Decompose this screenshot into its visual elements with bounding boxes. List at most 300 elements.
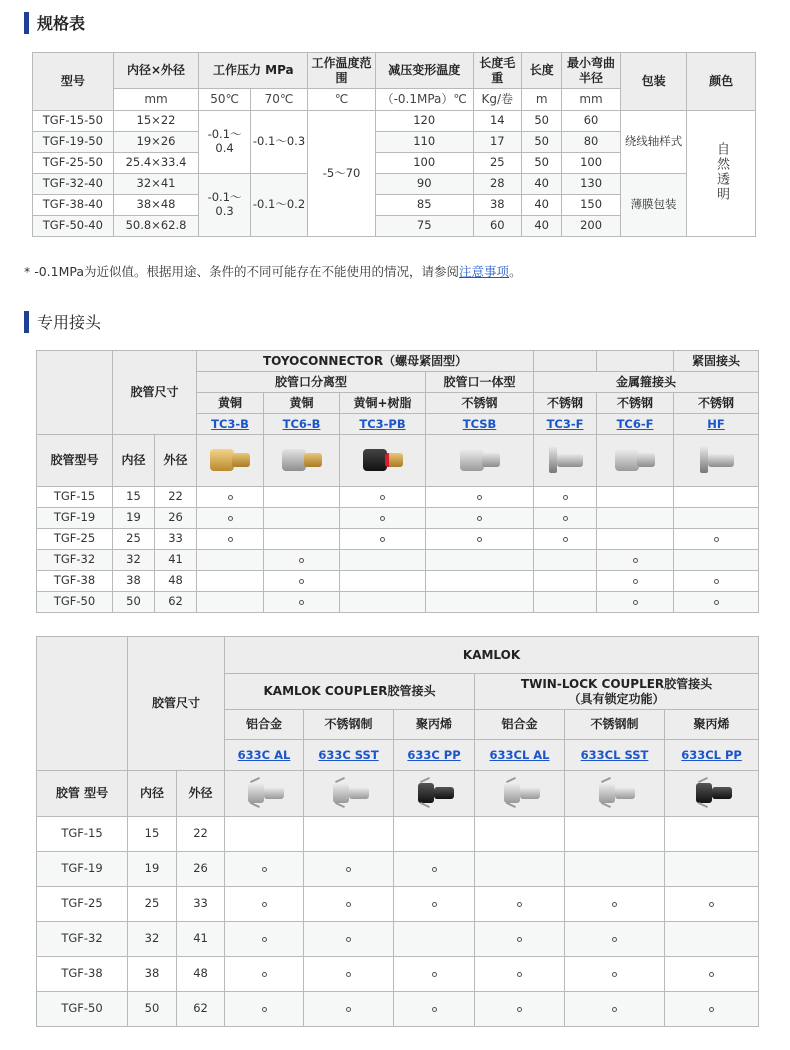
cell-inner-diameter: 19 (113, 508, 155, 529)
cell-outer-diameter: 22 (155, 487, 197, 508)
compatibility-cell (674, 592, 759, 613)
compatibility-cell (340, 592, 426, 613)
compatibility-cell (304, 852, 394, 887)
header-inner-diameter: 内径 (128, 771, 177, 817)
table-row (37, 550, 759, 571)
cell-deform: 90 (375, 174, 473, 195)
footnote (24, 262, 522, 280)
compatibility-cell (426, 508, 534, 529)
cell-color (687, 111, 756, 237)
compatible-mark-icon (563, 537, 568, 542)
product-link-633cl-pp[interactable]: 633CL PP (681, 747, 742, 762)
compatibility-cell (597, 508, 674, 529)
cell-weight: 38 (473, 195, 521, 216)
product-image-633cl-pp[interactable] (665, 771, 759, 817)
compatible-mark-icon (714, 537, 719, 542)
compatibility-cell (475, 992, 565, 1027)
material-label: 铝合金 (475, 710, 565, 740)
cell-temp-range: -5～70 (308, 111, 376, 237)
unit-weight: Kg/卷 (473, 89, 521, 111)
compatibility-cell (674, 550, 759, 571)
compatibility-cell (565, 817, 665, 852)
cell-size: 32×41 (113, 174, 199, 195)
compatible-mark-icon (517, 972, 522, 977)
compatible-mark-icon (228, 516, 233, 521)
compatibility-cell (665, 817, 759, 852)
compatibility-cell (197, 592, 264, 613)
cam-coupler-black-icon (412, 777, 456, 807)
product-link-tc3-f[interactable]: TC3-F (546, 416, 584, 431)
blank-corner (37, 637, 128, 771)
compatible-mark-icon (380, 516, 385, 521)
compatibility-cell (534, 571, 597, 592)
compatibility-cell (475, 922, 565, 957)
cell-hose-model: TGF-15 (37, 487, 113, 508)
cell-hose-model: TGF-32 (37, 550, 113, 571)
footnote-end: 。 (509, 264, 522, 279)
unit-p70: 70℃ (250, 89, 307, 111)
compatible-mark-icon (299, 600, 304, 605)
cell-outer-diameter: 41 (155, 550, 197, 571)
compatible-mark-icon (262, 972, 267, 977)
cell-hose-model: TGF-19 (37, 508, 113, 529)
cell-hose-model: TGF-25 (37, 887, 128, 922)
compatible-mark-icon (612, 902, 617, 907)
compatibility-cell (225, 957, 304, 992)
compatibility-cell (597, 529, 674, 550)
compatibility-cell (304, 887, 394, 922)
ferrule-fitting-icon (543, 444, 587, 474)
unit-id-od: mm (113, 89, 199, 111)
product-image-hf[interactable] (674, 435, 759, 487)
header-bend-radius: 最小弯曲半径 (562, 53, 620, 89)
cell-outer-diameter: 48 (155, 571, 197, 592)
compatibility-cell (394, 852, 475, 887)
product-link-tc3-pb[interactable]: TC3-PB (359, 416, 406, 431)
compatibility-cell (597, 571, 674, 592)
material-label: 不锈钢 (426, 393, 534, 414)
product-link-tc6-f[interactable]: TC6-F (616, 416, 654, 431)
cell-inner-diameter: 50 (128, 992, 177, 1027)
ferrule-fitting-icon (613, 444, 657, 474)
compatibility-cell (225, 887, 304, 922)
header-hose-size: 胶管尺寸 (113, 351, 197, 435)
table-row (37, 487, 759, 508)
compatibility-cell (197, 529, 264, 550)
compatibility-cell (264, 550, 340, 571)
compatible-mark-icon (262, 867, 267, 872)
compatibility-cell (225, 992, 304, 1027)
unit-p50: 50℃ (199, 89, 250, 111)
header-model: 型号 (33, 53, 114, 111)
cell-packaging: 薄膜包装 (620, 174, 687, 237)
compatibility-cell (340, 550, 426, 571)
twin-lock-line1: TWIN-LOCK COUPLER胶管接头 (520, 677, 713, 692)
title-accent-bar (24, 12, 29, 34)
cell-weight: 17 (473, 132, 521, 153)
compatibility-cell (674, 529, 759, 550)
material-label: 黄铜 (197, 393, 264, 414)
cam-coupler-icon (327, 777, 371, 807)
table-row (37, 592, 759, 613)
compatibility-cell (565, 887, 665, 922)
cell-size: 38×48 (113, 195, 199, 216)
cell-model: TGF-38-40 (33, 195, 114, 216)
compatibility-cell (304, 922, 394, 957)
cell-outer-diameter: 62 (177, 992, 225, 1027)
compatible-mark-icon (563, 495, 568, 500)
cell-outer-diameter: 26 (177, 852, 225, 887)
cell-outer-diameter: 22 (177, 817, 225, 852)
material-label: 聚丙烯 (665, 710, 759, 740)
cell-hose-model: TGF-19 (37, 852, 128, 887)
compatible-mark-icon (612, 972, 617, 977)
table-row (37, 817, 759, 852)
product-image-633c-pp[interactable] (394, 771, 475, 817)
cell-hose-model: TGF-38 (37, 571, 113, 592)
compatible-mark-icon (262, 937, 267, 942)
compatibility-cell (597, 592, 674, 613)
header-toyoconnector: TOYOCONNECTOR（螺母紧固型） (197, 351, 534, 372)
compatibility-cell (426, 550, 534, 571)
compatible-mark-icon (477, 516, 482, 521)
header-blank (597, 351, 674, 372)
spec-table (32, 52, 756, 237)
compatibility-cell (426, 571, 534, 592)
twin-lock-line2: （具有锁定功能） (568, 691, 665, 706)
compatible-mark-icon (709, 972, 714, 977)
header-kamlok-coupler: KAMLOK COUPLER胶管接头 (225, 674, 475, 710)
table-row (37, 922, 759, 957)
compatible-mark-icon (262, 902, 267, 907)
section-title-text: 规格表 (37, 14, 86, 33)
compatibility-cell (674, 487, 759, 508)
table-row (37, 571, 759, 592)
header-twin-lock-coupler (475, 674, 759, 710)
compatibility-cell (534, 550, 597, 571)
compatible-mark-icon (299, 558, 304, 563)
cell-deform: 120 (375, 111, 473, 132)
compatibility-cell (340, 508, 426, 529)
section-title-fittings (24, 310, 101, 333)
cell-length: 50 (522, 111, 562, 132)
compatible-mark-icon (563, 516, 568, 521)
compatible-mark-icon (709, 1007, 714, 1012)
compatible-mark-icon (346, 937, 351, 942)
product-link-tc3-b[interactable]: TC3-B (211, 416, 249, 431)
cell-size: 50.8×62.8 (113, 216, 199, 237)
compatibility-cell (264, 592, 340, 613)
cell-inner-diameter: 25 (128, 887, 177, 922)
material-label: 不锈钢 (597, 393, 674, 414)
header-ferrule-fitting: 金属箍接头 (534, 372, 759, 393)
footnote-text: * -0.1MPa为近似值。根据用途、条件的不同可能存在不能使用的情况，请参阅 (24, 264, 460, 279)
product-link-hf[interactable]: HF (707, 416, 725, 431)
compatibility-cell (597, 550, 674, 571)
product-image-tc6-f[interactable] (597, 435, 674, 487)
kamlok-rows (37, 817, 759, 1027)
header-blank (534, 351, 597, 372)
header-color: 颜色 (687, 53, 756, 111)
cell-bend: 150 (562, 195, 620, 216)
compatibility-cell (534, 592, 597, 613)
compatible-mark-icon (633, 600, 638, 605)
compatible-mark-icon (477, 495, 482, 500)
compatibility-cell (426, 529, 534, 550)
twin-lock-coupler-icon (498, 777, 542, 807)
compatibility-cell (426, 592, 534, 613)
compatibility-cell (304, 817, 394, 852)
compatibility-cell (475, 957, 565, 992)
table-row (37, 852, 759, 887)
compatibility-cell (197, 508, 264, 529)
compatibility-cell (197, 487, 264, 508)
toyoconnector-table (36, 350, 759, 613)
unit-bend-radius: mm (562, 89, 620, 111)
product-image-tc3-f[interactable] (534, 435, 597, 487)
compatible-mark-icon (380, 537, 385, 542)
material-label: 黄铜 (264, 393, 340, 414)
compatibility-cell (665, 957, 759, 992)
product-image-633c-al[interactable] (225, 771, 304, 817)
compatibility-cell (534, 508, 597, 529)
product-link-633cl-al[interactable]: 633CL AL (489, 747, 550, 762)
cell-outer-diameter: 33 (177, 887, 225, 922)
compatible-mark-icon (517, 937, 522, 942)
product-image-tc3-pb[interactable] (340, 435, 426, 487)
header-temp-range: 工作温度范围 (308, 53, 376, 89)
cell-packaging: 绕线轴样式 (620, 111, 687, 174)
compatible-mark-icon (432, 902, 437, 907)
header-integral-type: 胶管口一体型 (426, 372, 534, 393)
cell-outer-diameter: 33 (155, 529, 197, 550)
cell-size: 19×26 (113, 132, 199, 153)
compatible-mark-icon (612, 1007, 617, 1012)
compatibility-cell (304, 992, 394, 1027)
cell-weight: 25 (473, 153, 521, 174)
compatible-mark-icon (714, 600, 719, 605)
product-link-633c-pp[interactable]: 633C PP (407, 747, 461, 762)
compatibility-cell (394, 817, 475, 852)
cell-weight: 60 (473, 216, 521, 237)
header-id-od: 内径×外径 (113, 53, 199, 89)
cell-pressure-50: -0.1～0.3 (199, 174, 250, 237)
product-link-633c-sst[interactable]: 633C SST (318, 747, 379, 762)
cell-length: 40 (522, 174, 562, 195)
compatibility-cell (394, 957, 475, 992)
cam-coupler-icon (242, 777, 286, 807)
cell-weight: 14 (473, 111, 521, 132)
cell-length: 50 (522, 132, 562, 153)
compatible-mark-icon (432, 972, 437, 977)
product-image-633cl-sst[interactable] (565, 771, 665, 817)
cell-size: 25.4×33.4 (113, 153, 199, 174)
compatible-mark-icon (633, 558, 638, 563)
compatible-mark-icon (346, 867, 351, 872)
toyoconnector-rows (37, 487, 759, 613)
cell-pressure-70: -0.1～0.2 (250, 174, 307, 237)
material-label: 黄铜+树脂 (340, 393, 426, 414)
cell-length: 40 (522, 195, 562, 216)
cell-bend: 200 (562, 216, 620, 237)
product-image-tc6-b[interactable] (264, 435, 340, 487)
compatible-mark-icon (517, 902, 522, 907)
material-label: 不锈钢制 (565, 710, 665, 740)
cell-inner-diameter: 50 (113, 592, 155, 613)
compatibility-cell (565, 922, 665, 957)
compatible-mark-icon (477, 537, 482, 542)
compatibility-cell (264, 487, 340, 508)
cell-size: 15×22 (113, 111, 199, 132)
hose-fitting-icon (694, 444, 738, 474)
header-length: 长度 (522, 53, 562, 89)
unit-temp-range: ℃ (308, 89, 376, 111)
brass-steel-fitting-icon (280, 444, 324, 474)
product-image-tc3-b[interactable] (197, 435, 264, 487)
cell-hose-model: TGF-15 (37, 817, 128, 852)
table-row (37, 957, 759, 992)
cell-inner-diameter: 32 (128, 922, 177, 957)
compatibility-cell (674, 571, 759, 592)
table-row (33, 111, 756, 132)
product-link-633cl-sst[interactable]: 633CL SST (580, 747, 649, 762)
table-row (37, 529, 759, 550)
header-inner-diameter: 内径 (113, 435, 155, 487)
product-link-tc6-b[interactable]: TC6-B (282, 416, 321, 431)
cell-model: TGF-25-50 (33, 153, 114, 174)
compatibility-cell (534, 487, 597, 508)
stainless-fitting-icon (458, 444, 502, 474)
compatibility-cell (597, 487, 674, 508)
material-label: 不锈钢 (674, 393, 759, 414)
cell-bend: 100 (562, 153, 620, 174)
unit-length: m (522, 89, 562, 111)
compatibility-cell (197, 571, 264, 592)
header-hose-size: 胶管尺寸 (128, 637, 225, 771)
compatibility-cell (665, 922, 759, 957)
cell-inner-diameter: 38 (128, 957, 177, 992)
header-pressure: 工作压力 MPa (199, 53, 308, 89)
cell-pressure-50: -0.1～0.4 (199, 111, 250, 174)
material-label: 聚丙烯 (394, 710, 475, 740)
compatibility-cell (197, 550, 264, 571)
compatibility-cell (264, 508, 340, 529)
compatibility-cell (565, 992, 665, 1027)
compatibility-cell (394, 992, 475, 1027)
compatibility-cell (394, 922, 475, 957)
table-row (37, 992, 759, 1027)
cell-weight: 28 (473, 174, 521, 195)
compatible-mark-icon (262, 1007, 267, 1012)
brass-fitting-icon (208, 444, 252, 474)
cell-deform: 110 (375, 132, 473, 153)
product-link-tcsb[interactable]: TCSB (462, 416, 497, 431)
header-outer-diameter: 外径 (177, 771, 225, 817)
cell-deform: 75 (375, 216, 473, 237)
compatibility-cell (426, 487, 534, 508)
compatible-mark-icon (517, 1007, 522, 1012)
cell-hose-model: TGF-32 (37, 922, 128, 957)
compatibility-cell (475, 887, 565, 922)
compatible-mark-icon (380, 495, 385, 500)
cell-pressure-70: -0.1～0.3 (250, 111, 307, 174)
header-kamlok: KAMLOK (225, 637, 759, 674)
compatibility-cell (674, 508, 759, 529)
cell-outer-diameter: 62 (155, 592, 197, 613)
section-title-text: 专用接头 (37, 313, 102, 332)
cell-model: TGF-15-50 (33, 111, 114, 132)
blank-corner (37, 351, 113, 435)
cell-model: TGF-50-40 (33, 216, 114, 237)
cell-bend: 130 (562, 174, 620, 195)
compatible-mark-icon (346, 1007, 351, 1012)
table-row (33, 174, 756, 195)
header-outer-diameter: 外径 (155, 435, 197, 487)
cell-deform: 100 (375, 153, 473, 174)
title-accent-bar (24, 311, 29, 333)
cell-outer-diameter: 48 (177, 957, 225, 992)
compatibility-cell (225, 817, 304, 852)
compatible-mark-icon (612, 937, 617, 942)
twin-lock-coupler-icon (593, 777, 637, 807)
cell-hose-model: TGF-50 (37, 992, 128, 1027)
cell-length: 50 (522, 153, 562, 174)
header-deform-temp: 减压变形温度 (375, 53, 473, 89)
compatible-mark-icon (633, 579, 638, 584)
cell-hose-model: TGF-25 (37, 529, 113, 550)
compatibility-cell (394, 887, 475, 922)
compatible-mark-icon (346, 902, 351, 907)
compatibility-cell (340, 571, 426, 592)
compatibility-cell (340, 529, 426, 550)
header-separable-type: 胶管口分离型 (197, 372, 426, 393)
precautions-link[interactable]: 注意事项 (459, 264, 510, 279)
twin-lock-coupler-black-icon (690, 777, 734, 807)
cell-bend: 60 (562, 111, 620, 132)
compatible-mark-icon (346, 972, 351, 977)
header-packaging: 包装 (620, 53, 687, 111)
cell-outer-diameter: 26 (155, 508, 197, 529)
compatible-mark-icon (714, 579, 719, 584)
unit-deform-temp: （-0.1MPa）℃ (375, 89, 473, 111)
compatibility-cell (665, 992, 759, 1027)
cell-deform: 85 (375, 195, 473, 216)
header-hose-model: 胶管 型号 (37, 771, 128, 817)
material-label: 铝合金 (225, 710, 304, 740)
product-link-633c-al[interactable]: 633C AL (237, 747, 291, 762)
cell-inner-diameter: 15 (128, 817, 177, 852)
compatible-mark-icon (709, 902, 714, 907)
cell-model: TGF-19-50 (33, 132, 114, 153)
compatibility-cell (475, 852, 565, 887)
section-title-spec (24, 11, 85, 34)
product-image-tcsb[interactable] (426, 435, 534, 487)
compatible-mark-icon (228, 495, 233, 500)
compatibility-cell (534, 529, 597, 550)
compatibility-cell (340, 487, 426, 508)
compatibility-cell (565, 957, 665, 992)
cell-inner-diameter: 25 (113, 529, 155, 550)
cell-inner-diameter: 32 (113, 550, 155, 571)
cell-hose-model: TGF-50 (37, 592, 113, 613)
compatible-mark-icon (299, 579, 304, 584)
compatibility-cell (475, 817, 565, 852)
header-weight: 长度毛重 (473, 53, 521, 89)
compatibility-cell (665, 852, 759, 887)
compatibility-cell (264, 571, 340, 592)
product-image-633c-sst[interactable] (304, 771, 394, 817)
product-image-633cl-al[interactable] (475, 771, 565, 817)
